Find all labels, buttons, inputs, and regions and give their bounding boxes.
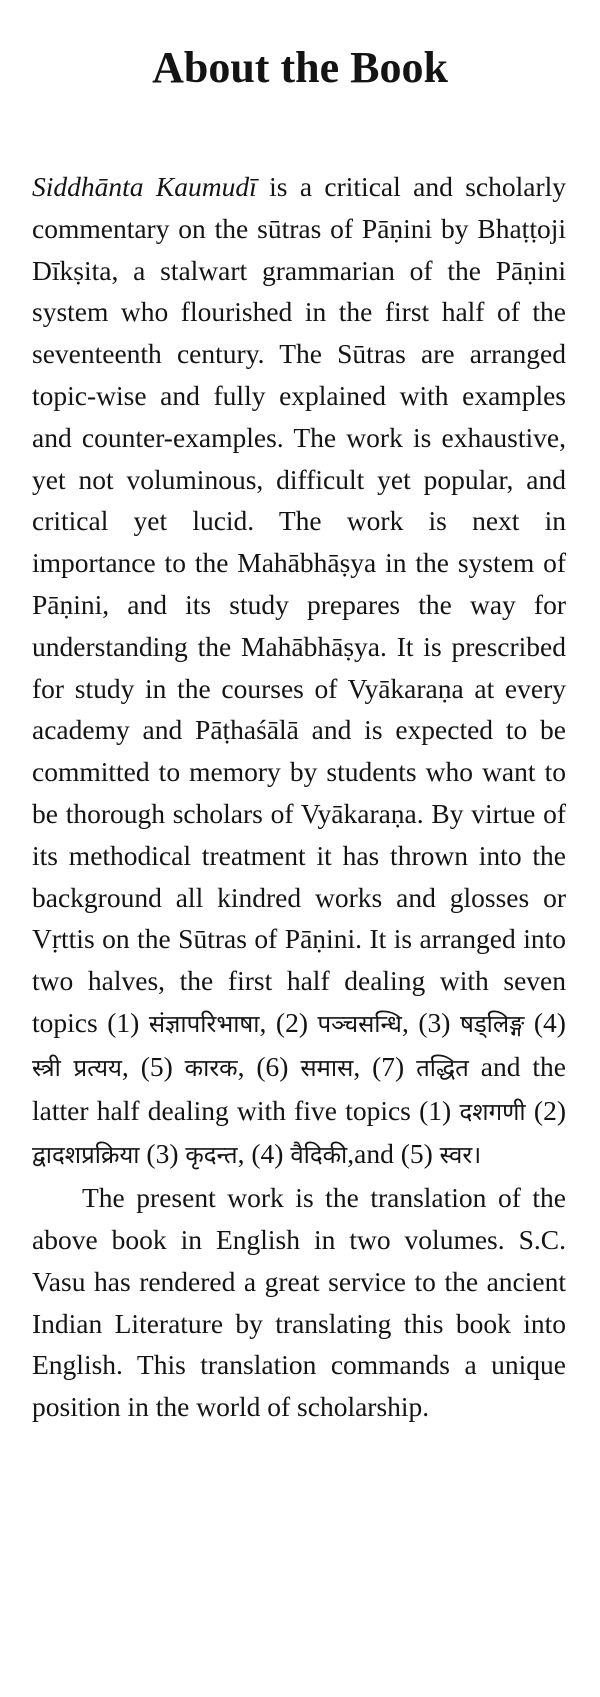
topic-term: द्वादशप्रक्रिया — [32, 1141, 140, 1170]
topic-term: दशगणी — [459, 1097, 526, 1126]
topic-term: कृदन्त — [185, 1141, 238, 1170]
topic-term: स्वर। — [439, 1141, 482, 1170]
topic-term: संज्ञापरिभाषा — [148, 1009, 260, 1038]
page-title: About the Book — [152, 43, 448, 92]
topic-term: पञ्चसन्धि — [317, 1009, 402, 1038]
topic-term: कारक — [184, 1053, 238, 1082]
work-title: Siddhānta Kaumudī — [32, 171, 257, 202]
topic-separator: (4) — [524, 1006, 566, 1038]
topic-separator: , (7) — [353, 1050, 417, 1082]
description-body — [32, 166, 566, 1428]
topic-separator: , (4) — [237, 1138, 291, 1170]
paragraph-text: and the latter half dealing with five topics (1) — [32, 1050, 566, 1126]
topic-term: समास — [300, 1053, 354, 1082]
topic-term: तद्धित — [416, 1053, 469, 1082]
description-paragraph-1 — [32, 166, 566, 1177]
topic-separator: , (2) — [259, 1006, 318, 1038]
topic-separator: ,and (5) — [347, 1138, 440, 1170]
topic-separator: (3) — [139, 1138, 186, 1170]
topic-term: वैदिकी — [290, 1141, 348, 1170]
topic-separator: , (3) — [401, 1006, 460, 1038]
topic-term: षड्लिङ्ग — [459, 1009, 525, 1038]
topic-separator: (2) — [525, 1094, 566, 1126]
topic-term: स्त्री प्रत्यय — [32, 1053, 122, 1082]
description-paragraph-2: The present work is the translation of the above book in English in two volumes. S.C. Vasu has rendered a great service to the ancient Indian Literature by translating this book into English. This translation commands a unique position in the world of scholarship. — [32, 1182, 566, 1423]
paragraph-text: is a critical and scholarly commentary on the sūtras of Pāṇini by Bhaṭṭoji Dīkṣita, a stalwart grammarian of the Pāṇini system who flourished in the first half of the seventeenth century. The Sūtras are arranged topic-wise and fully explained with examples and counter-examples. The work is exhaustive, yet not voluminous, difficult yet popular, and critical yet lucid. The work is next in importance to the Mahābhāṣya in the system of Pāṇini, and its study prepares the way for understanding the Mahābhāṣya. It is prescribed for study in the courses of Vyākaraṇa at every academy and Pāṭhaśālā and is expected to be committed to memory by students who want to be thorough scholars of Vyākaraṇa. By virtue of its methodical treatment it has thrown into the background all kindred works and glosses or Vṛttis on the Sūtras of Pāṇini. It is arranged into two halves, the first half dealing with seven topics (1) — [32, 171, 566, 1038]
topic-separator: , (5) — [121, 1050, 185, 1082]
topic-separator: , (6) — [237, 1050, 301, 1082]
